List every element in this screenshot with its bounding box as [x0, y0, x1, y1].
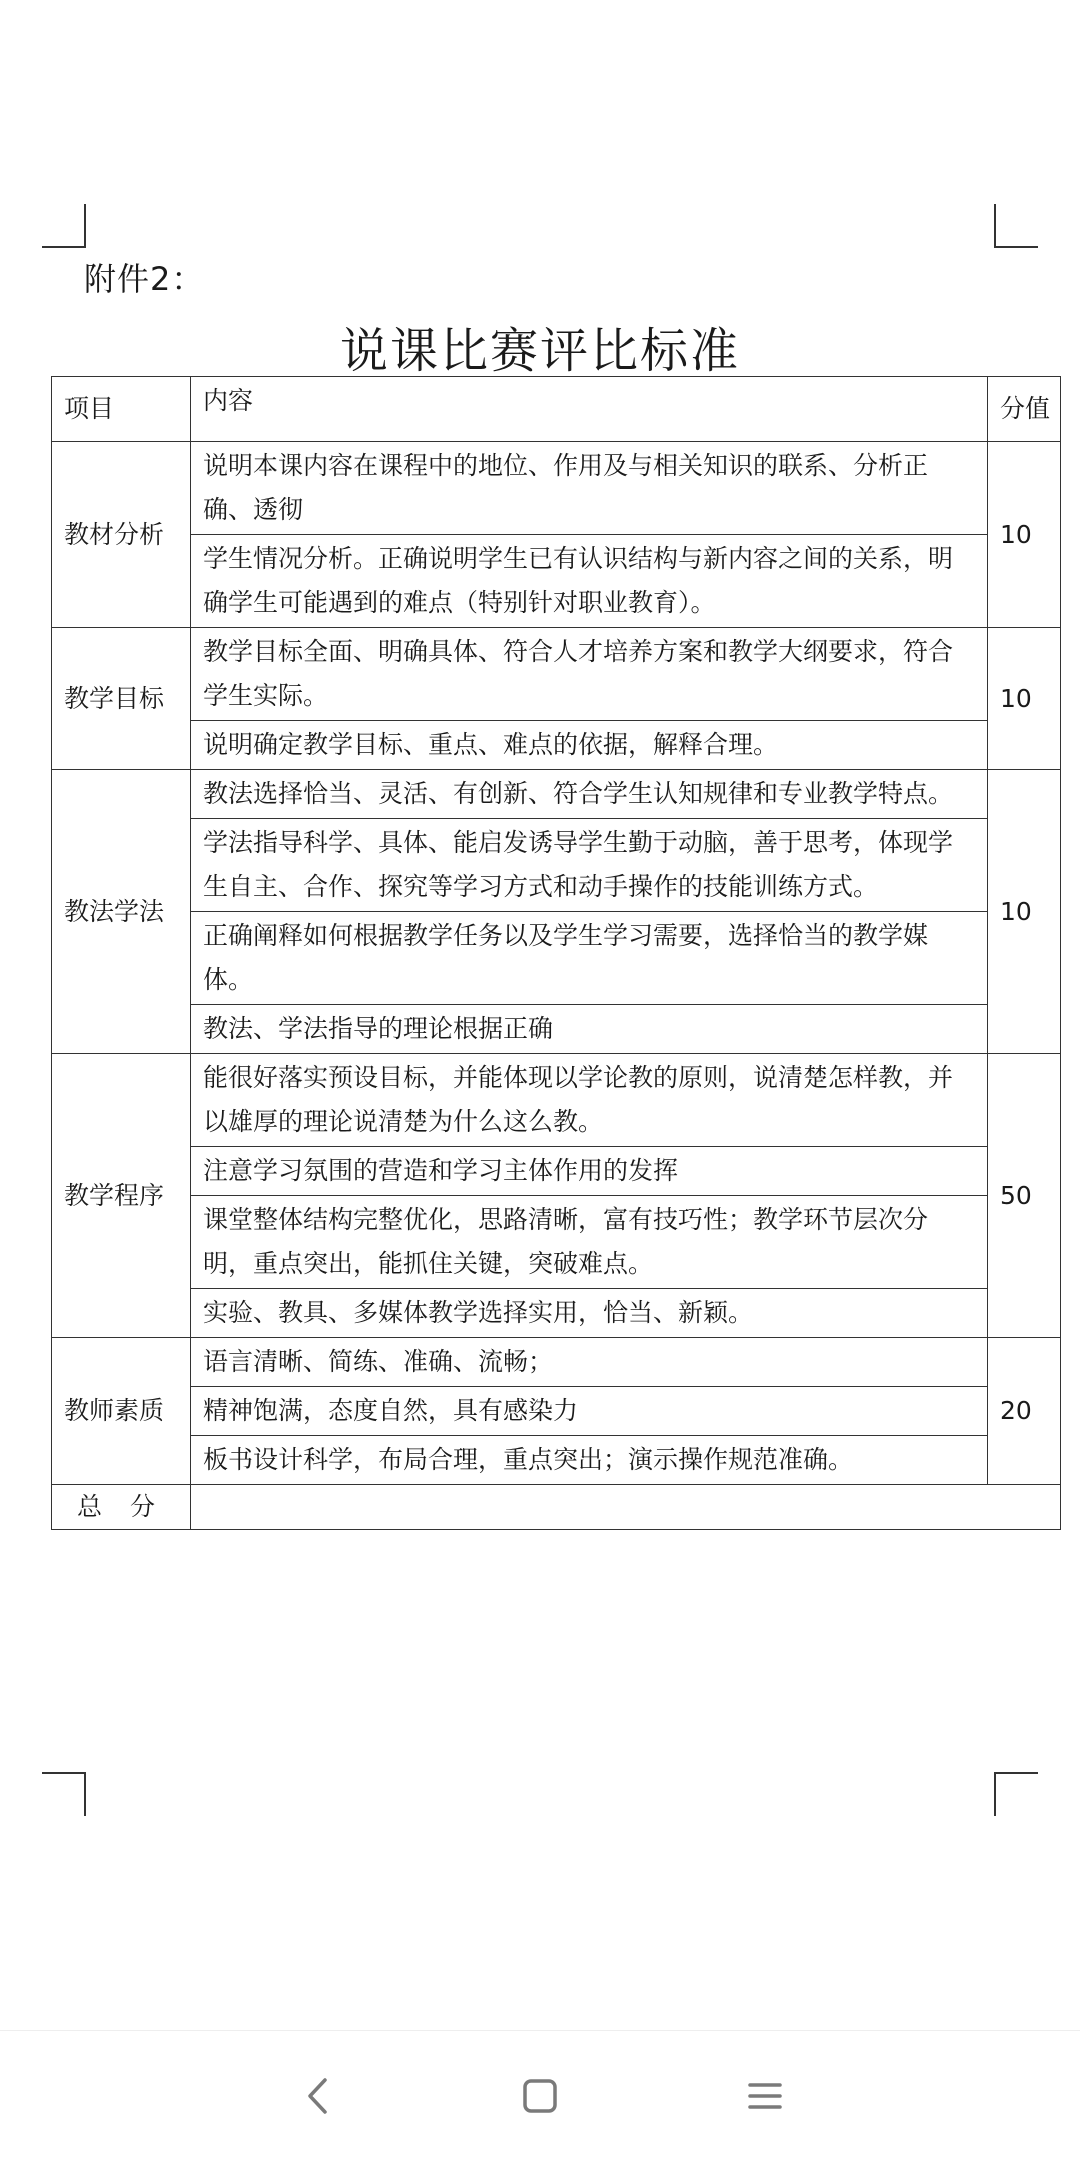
content-cell: 学生情况分析。正确说明学生已有认识结构与新内容之间的关系，明确学生可能遇到的难点（特别针对职业教育）。 — [191, 535, 988, 628]
content-cell: 注意学习氛围的营造和学习主体作用的发挥 — [191, 1147, 988, 1196]
header-score: 分值 — [988, 377, 1061, 442]
table-row — [52, 1147, 1061, 1196]
home-square-icon — [522, 2078, 558, 2114]
content-cell: 课堂整体结构完整优化，思路清晰，富有技巧性；教学环节层次分明，重点突出，能抓住关键，突破难点。 — [191, 1196, 988, 1289]
content-cell: 能很好落实预设目标，并能体现以学论教的原则，说清楚怎样教，并以雄厚的理论说清楚为什么这么教。 — [191, 1054, 988, 1147]
project-cell: 教学程序 — [52, 1054, 191, 1338]
content-cell: 精神饱满，态度自然，具有感染力 — [191, 1387, 988, 1436]
project-cell: 教材分析 — [52, 442, 191, 628]
total-row — [52, 1485, 1061, 1530]
content-cell: 教法选择恰当、灵活、有创新、符合学生认知规律和专业教学特点。 — [191, 770, 988, 819]
content-cell: 正确阐释如何根据教学任务以及学生学习需要，选择恰当的教学媒体。 — [191, 912, 988, 1005]
project-cell: 教师素质 — [52, 1338, 191, 1485]
score-cell: 10 — [988, 628, 1061, 770]
content-cell: 板书设计科学，布局合理，重点突出；演示操作规范准确。 — [191, 1436, 988, 1485]
table-row — [52, 442, 1061, 535]
home-button[interactable] — [515, 2071, 565, 2121]
table-row — [52, 912, 1061, 1005]
back-chevron-icon — [303, 2076, 333, 2116]
score-cell: 50 — [988, 1054, 1061, 1338]
project-cell: 教学目标 — [52, 628, 191, 770]
table-row — [52, 1387, 1061, 1436]
content-cell: 教学目标全面、明确具体、符合人才培养方案和教学大纲要求，符合学生实际。 — [191, 628, 988, 721]
attachment-label: 附件2： — [84, 260, 205, 298]
score-cell: 10 — [988, 770, 1061, 1054]
header-content: 内容 — [191, 377, 988, 442]
content-cell: 学法指导科学、具体、能启发诱导学生勤于动脑，善于思考，体现学生自主、合作、探究等学习方式和动手操作的技能训练方式。 — [191, 819, 988, 912]
table-row — [52, 819, 1061, 912]
table-row — [52, 1289, 1061, 1338]
content-cell: 教法、学法指导的理论根据正确 — [191, 1005, 988, 1054]
table-row — [52, 770, 1061, 819]
content-cell: 说明本课内容在课程中的地位、作用及与相关知识的联系、分析正确、透彻 — [191, 442, 988, 535]
crop-mark-bottom-right — [994, 1772, 1038, 1816]
header-project: 项目 — [52, 377, 191, 442]
crop-mark-bottom-left — [42, 1772, 86, 1816]
table-row — [52, 1196, 1061, 1289]
crop-mark-top-left — [42, 204, 86, 248]
project-cell: 教法学法 — [52, 770, 191, 1054]
score-cell: 20 — [988, 1338, 1061, 1485]
menu-button[interactable] — [740, 2071, 790, 2121]
content-cell: 实验、教具、多媒体教学选择实用，恰当、新颖。 — [191, 1289, 988, 1338]
content-cell: 说明确定教学目标、重点、难点的依据，解释合理。 — [191, 721, 988, 770]
total-value — [191, 1485, 1061, 1530]
criteria-table — [51, 376, 1061, 1530]
table-row — [52, 1436, 1061, 1485]
table-row — [52, 1338, 1061, 1387]
table-row — [52, 721, 1061, 770]
table-row — [52, 535, 1061, 628]
table-header-row — [52, 377, 1061, 442]
navigation-bar — [0, 2030, 1080, 2161]
menu-lines-icon — [747, 2080, 783, 2112]
document-title: 说课比赛评比标准 — [339, 323, 740, 379]
table-row — [52, 1005, 1061, 1054]
back-button[interactable] — [293, 2071, 343, 2121]
crop-mark-top-right — [994, 204, 1038, 248]
table-row — [52, 1054, 1061, 1147]
score-cell: 10 — [988, 442, 1061, 628]
content-cell: 语言清晰、简练、准确、流畅； — [191, 1338, 988, 1387]
total-label: 总 分 — [52, 1485, 191, 1530]
table-row — [52, 628, 1061, 721]
